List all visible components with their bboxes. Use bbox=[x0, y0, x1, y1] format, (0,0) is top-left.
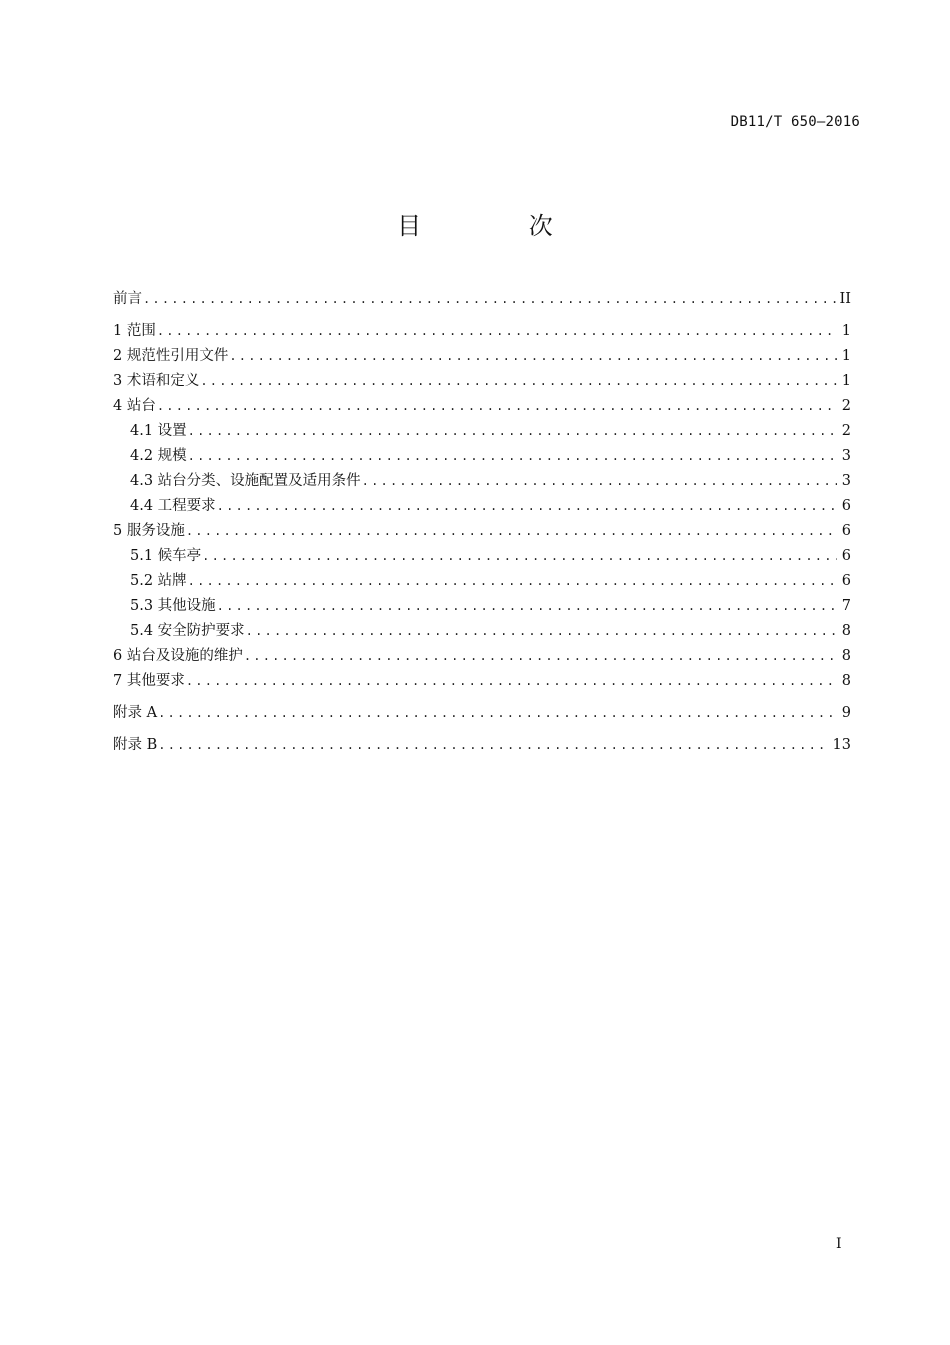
toc-entry-label: 5.2 站牌 bbox=[130, 573, 187, 589]
toc-dot-leader bbox=[217, 594, 837, 619]
toc-dot-leader bbox=[157, 319, 837, 344]
page-number: I bbox=[836, 1236, 842, 1252]
toc-dot-leader bbox=[217, 494, 837, 519]
toc-entry-4-1[interactable] bbox=[113, 419, 851, 444]
toc-entry-page: 2 bbox=[841, 423, 851, 439]
toc-dot-leader bbox=[188, 569, 837, 594]
toc-entry-label: 1 范围 bbox=[113, 323, 156, 339]
table-of-contents bbox=[113, 287, 851, 758]
toc-entry-appendix-b[interactable] bbox=[113, 733, 851, 758]
toc-entry-label: 附录 B bbox=[113, 737, 158, 753]
toc-entry-page: 3 bbox=[841, 473, 851, 489]
toc-entry-page: 8 bbox=[841, 673, 851, 689]
toc-entry-appendix-a[interactable] bbox=[113, 701, 851, 726]
toc-entry-label: 3 术语和定义 bbox=[113, 373, 200, 389]
toc-entry-label: 5.1 候车亭 bbox=[130, 548, 202, 564]
toc-entry-page: 1 bbox=[841, 373, 851, 389]
toc-entry-label: 4.1 设置 bbox=[130, 423, 187, 439]
toc-entry-4[interactable] bbox=[113, 394, 851, 419]
toc-entry-5-1[interactable] bbox=[113, 544, 851, 569]
toc-entry-page: 6 bbox=[841, 523, 851, 539]
toc-entry-label: 4.2 规模 bbox=[130, 448, 187, 464]
toc-dot-leader bbox=[246, 619, 837, 644]
toc-dot-leader bbox=[188, 444, 837, 469]
toc-entry-page: 8 bbox=[841, 623, 851, 639]
toc-entry-5[interactable] bbox=[113, 519, 851, 544]
toc-entry-label: 6 站台及设施的维护 bbox=[113, 648, 243, 664]
toc-entry-7[interactable] bbox=[113, 669, 851, 694]
toc-entry-page: 7 bbox=[841, 598, 851, 614]
toc-entry-label: 附录 A bbox=[113, 705, 158, 721]
toc-entry-3[interactable] bbox=[113, 369, 851, 394]
toc-dot-leader bbox=[202, 544, 837, 569]
toc-entry-label: 4.3 站台分类、设施配置及适用条件 bbox=[130, 473, 361, 489]
toc-entry-label: 5 服务设施 bbox=[113, 523, 185, 539]
toc-entry-6[interactable] bbox=[113, 644, 851, 669]
toc-dot-leader bbox=[157, 394, 837, 419]
toc-entry-page: 6 bbox=[841, 498, 851, 514]
toc-dot-leader bbox=[158, 701, 837, 726]
toc-entry-page: 6 bbox=[841, 573, 851, 589]
toc-entry-5-2[interactable] bbox=[113, 569, 851, 594]
toc-entry-page: 1 bbox=[841, 348, 851, 364]
toc-dot-leader bbox=[200, 369, 837, 394]
toc-dot-leader bbox=[362, 469, 837, 494]
toc-entry-label: 2 规范性引用文件 bbox=[113, 348, 229, 364]
toc-entry-page: II bbox=[839, 291, 851, 307]
toc-entry-label: 前言 bbox=[113, 291, 142, 307]
toc-dot-leader bbox=[186, 519, 837, 544]
toc-entry-4-2[interactable] bbox=[113, 444, 851, 469]
toc-entry-label: 7 其他要求 bbox=[113, 673, 185, 689]
toc-entry-page: 6 bbox=[841, 548, 851, 564]
toc-entry-page: 8 bbox=[841, 648, 851, 664]
toc-entry-page: 1 bbox=[841, 323, 851, 339]
toc-entry-page: 13 bbox=[832, 737, 851, 753]
toc-entry-page: 3 bbox=[841, 448, 851, 464]
toc-entry-page: 9 bbox=[841, 705, 851, 721]
toc-entry-5-4[interactable] bbox=[113, 619, 851, 644]
toc-dot-leader bbox=[188, 419, 837, 444]
toc-entry-page: 2 bbox=[841, 398, 851, 414]
document-code: DB11/T 650—2016 bbox=[730, 114, 860, 130]
toc-dot-leader bbox=[186, 669, 837, 694]
toc-entry-label: 4 站台 bbox=[113, 398, 156, 414]
toc-dot-leader bbox=[143, 287, 836, 312]
toc-entry-label: 5.3 其他设施 bbox=[130, 598, 216, 614]
toc-entry-4-3[interactable] bbox=[113, 469, 851, 494]
toc-entry-2[interactable] bbox=[113, 344, 851, 369]
toc-dot-leader bbox=[244, 644, 837, 669]
toc-entry-label: 4.4 工程要求 bbox=[130, 498, 216, 514]
toc-dot-leader bbox=[158, 733, 828, 758]
toc-entry-foreword[interactable] bbox=[113, 287, 851, 312]
toc-entry-4-4[interactable] bbox=[113, 494, 851, 519]
toc-title: 目 次 bbox=[397, 212, 603, 240]
toc-entry-1[interactable] bbox=[113, 319, 851, 344]
toc-entry-label: 5.4 安全防护要求 bbox=[130, 623, 245, 639]
toc-entry-5-3[interactable] bbox=[113, 594, 851, 619]
toc-dot-leader bbox=[229, 344, 837, 369]
